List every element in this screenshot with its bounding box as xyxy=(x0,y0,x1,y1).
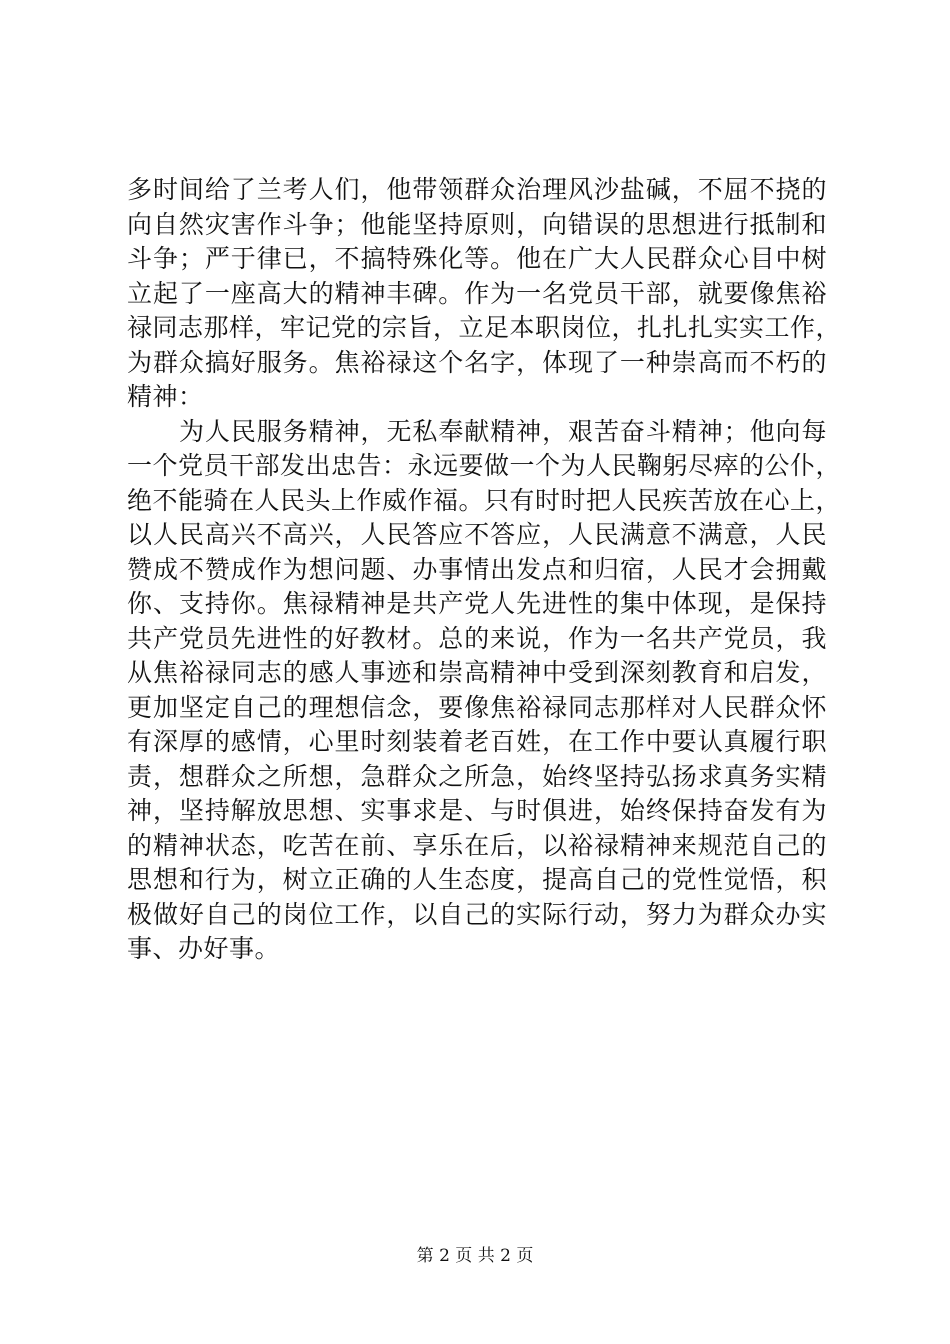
text-line: 有深厚的感情，心里时刻装着老百姓，在工作中要认真履行职 xyxy=(127,727,827,756)
text-line: 思想和行为，树立正确的人生态度，提高自己的党性觉悟，积 xyxy=(127,865,827,894)
text-line: 禄同志那样，牢记党的宗旨，立足本职岗位，扎扎扎实实工作， xyxy=(127,313,842,342)
text-line: 共产党员先进性的好教材。总的来说，作为一名共产党员，我 xyxy=(127,623,827,653)
page-number-footer: 第 2 页 共 2 页 xyxy=(416,1246,534,1266)
text-line: 极做好自己的岗位工作，以自己的实际行动，努力为群众办实 xyxy=(127,899,827,929)
text-line: 为人民服务精神，无私奉献精神，艰苦奋斗精神；他向每 xyxy=(179,416,827,446)
text-line: 向自然灾害作斗争；他能坚持原则，向错误的思想进行抵制和 xyxy=(127,209,827,239)
text-line: 为群众搞好服务。焦裕禄这个名字，体现了一种崇高而不朽的 xyxy=(127,347,827,377)
text-line: 更加坚定自己的理想信念，要像焦裕禄同志那样对人民群众怀 xyxy=(127,692,827,722)
text-line: 以人民高兴不高兴，人民答应不答应，人民满意不满意，人民 xyxy=(127,520,827,549)
text-line: 事、办好事。 xyxy=(127,934,281,963)
text-line: 立起了一座高大的精神丰碑。作为一名党员干部，就要像焦裕 xyxy=(127,278,827,308)
text-line: 绝不能骑在人民头上作威作福。只有时时把人民疾苦放在心上， xyxy=(127,485,842,515)
text-line: 一个党员干部发出忠告：永远要做一个为人民鞠躬尽瘁的公仆， xyxy=(127,451,842,480)
text-line: 神，坚持解放思想、实事求是、与时俱进，始终保持奋发有为 xyxy=(127,796,827,825)
text-line: 责，想群众之所想，急群众之所急，始终坚持弘扬求真务实精 xyxy=(127,761,827,791)
text-line: 斗争；严于律已，不搞特殊化等。他在广大人民群众心目中树 xyxy=(127,244,827,273)
body-text xyxy=(127,173,842,967)
text-line: 你、支持你。焦禄精神是共产党人先进性的集中体现，是保持 xyxy=(127,589,827,618)
text-line: 的精神状态，吃苦在前、享乐在后，以裕禄精神来规范自己的 xyxy=(127,830,827,860)
text-line: 精神： xyxy=(127,382,204,411)
text-line: 多时间给了兰考人们，他带领群众治理风沙盐碱，不屈不挠的 xyxy=(127,175,827,204)
text-line: 从焦裕禄同志的感人事迹和崇高精神中受到深刻教育和启发， xyxy=(127,658,827,687)
text-line: 赞成不赞成作为想问题、办事情出发点和归宿，人民才会拥戴 xyxy=(127,554,827,584)
